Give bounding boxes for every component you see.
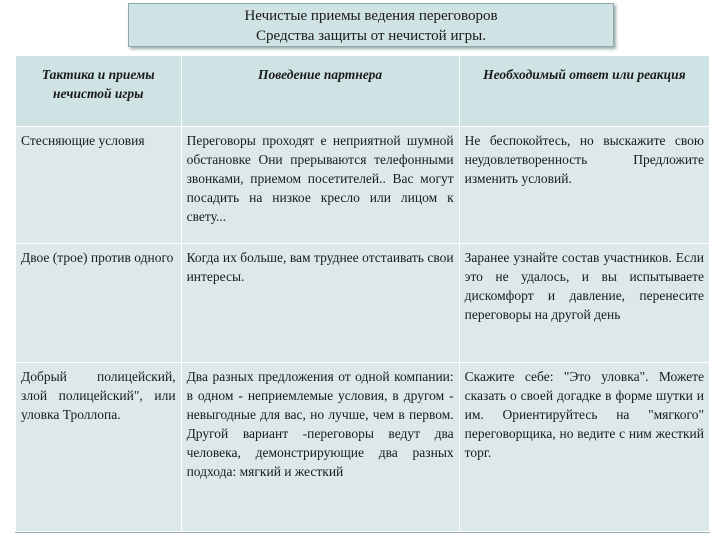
cell-tactic: Стесняющие условия	[16, 127, 182, 244]
cell-response: Заранее узнайте состав участников. Если это не удалось, и вы испытываете дискомфорт и давление, перенесите переговоры на другой день	[459, 244, 709, 363]
cell-response: Не беспокойтесь, но выскажите свою неудовлетворенность Предложите изменить условий.	[459, 127, 709, 244]
title-line-2: Средства защиты от нечистой игры.	[256, 28, 486, 44]
table-header-row	[16, 56, 710, 127]
tactics-table-container	[15, 55, 710, 533]
cell-behavior: Переговоры проходят е неприятной шумной обстановке Они прерываются телефонными звонками, приемом посетителей.. Вас могут посадить на низкое кресло или лицом к свету...	[181, 127, 459, 244]
tactics-table	[15, 55, 710, 532]
table-row	[16, 244, 710, 363]
header-response: Необходимый ответ или реакция	[459, 56, 709, 127]
cell-tactic: Двое (трое) против одного	[16, 244, 182, 363]
cell-tactic: Добрый полицейский, злой полицейский", или уловка Троллопа.	[16, 363, 182, 532]
cell-response: Скажите себе: "Это уловка". Можете сказать о своей догадке в форме шутки и им. Ориентируйтесь на "мягкого" переговорщика, но ведите с ним жесткий торг.	[459, 363, 709, 532]
cell-behavior: Два разных предложения от одной компании: в одном - неприемлемые условия, в другом - невыгодные для вас, но лучше, чем в первом. Другой вариант -переговоры ведут два человека, демонстрирующие два разных подхода: мягкий и жесткий	[181, 363, 459, 532]
header-tactics: Тактика и приемы нечистой игры	[16, 56, 182, 127]
cell-behavior: Когда их больше, вам труднее отстаивать свои интересы.	[181, 244, 459, 363]
table-row	[16, 127, 710, 244]
title-line-1: Нечистые приемы ведения переговоров	[244, 8, 498, 24]
title-box	[128, 3, 614, 47]
header-partner-behavior: Поведение партнера	[181, 56, 459, 127]
table-row	[16, 363, 710, 532]
